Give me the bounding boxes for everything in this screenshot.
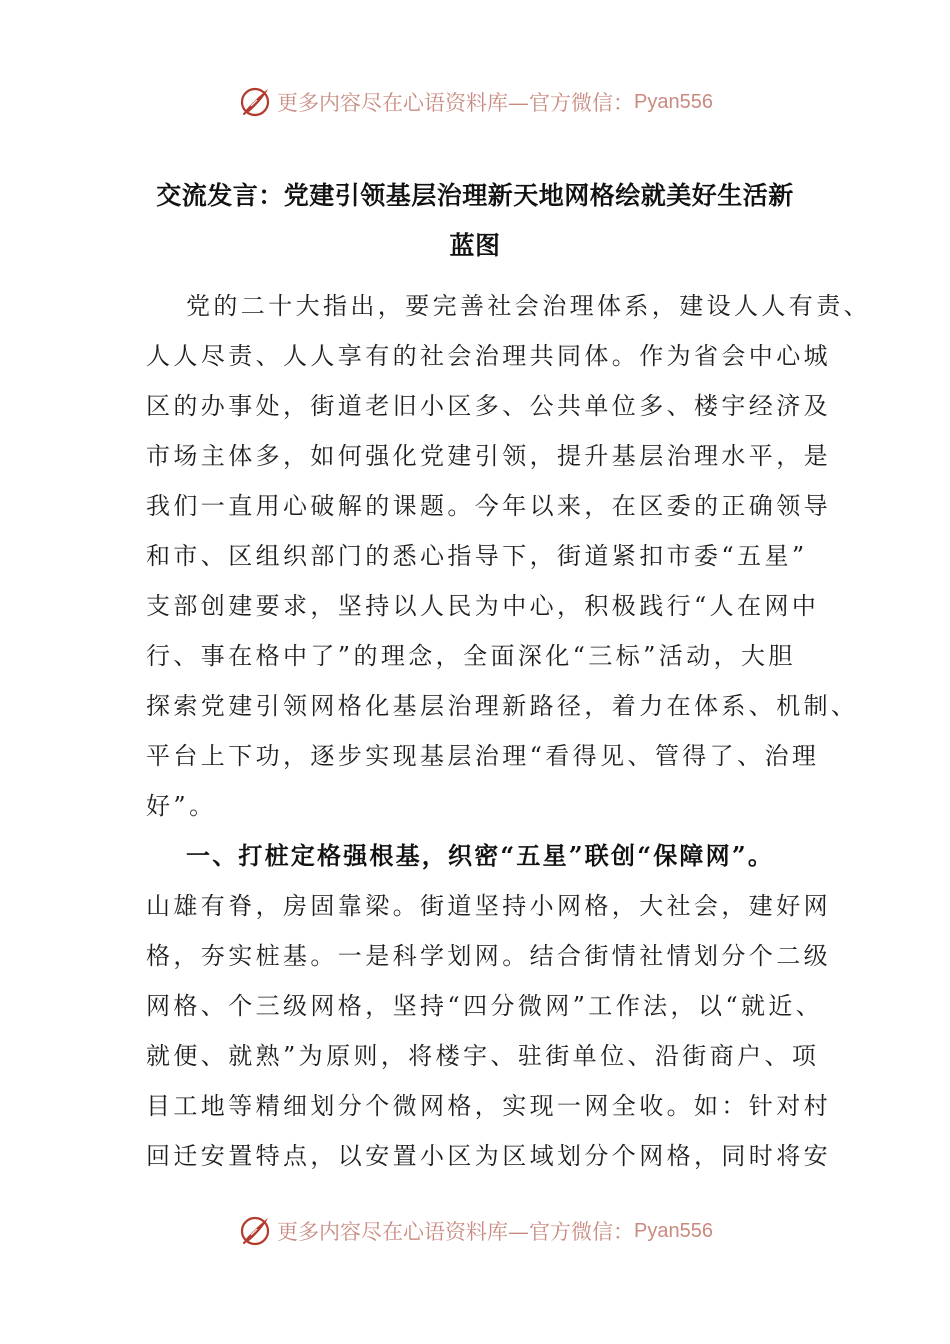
quill-pen-logo-icon bbox=[237, 84, 273, 120]
banner-text: 更多内容尽在心语资料库—官方微信： bbox=[277, 1220, 635, 1244]
body-line: 市场主体多，如何强化党建引领，提升基层治理水平，是 bbox=[146, 442, 831, 470]
document-title-line-2: 蓝图 bbox=[449, 231, 501, 260]
quill-pen-logo-icon bbox=[237, 1213, 273, 1249]
banner-wechat-id: Pyan556 bbox=[634, 90, 713, 113]
body-line: 行、事在格中了”的理念，全面深化“三标”活动，大胆 bbox=[146, 642, 796, 670]
section-heading-1: 一、打桩定格强根基，织密“五星”联创“保障网”。 bbox=[186, 841, 775, 870]
body-line: 格，夯实桩基。一是科学划网。结合街情社情划分个二级 bbox=[146, 942, 831, 970]
body-line: 支部创建要求，坚持以人民为中心，积极践行“人在网中 bbox=[146, 592, 820, 620]
body-line: 就便、就熟”为原则，将楼宇、驻街单位、沿街商户、项 bbox=[146, 1042, 820, 1070]
body-line: 我们一直用心破解的课题。今年以来，在区委的正确领导 bbox=[146, 492, 831, 520]
body-line: 回迁安置特点，以安置小区为区域划分个网格，同时将安 bbox=[146, 1142, 831, 1170]
body-line: 探索党建引领网格化基层治理新路径，着力在体系、机制、 bbox=[146, 692, 859, 720]
body-line: 人人尽责、人人享有的社会治理共同体。作为省会中心城 bbox=[146, 342, 831, 370]
banner-text: 更多内容尽在心语资料库—官方微信： bbox=[277, 91, 635, 115]
banner-wechat-id: Pyan556 bbox=[634, 1219, 713, 1242]
body-line: 目工地等精细划分个微网格，实现一网全收。如：针对村 bbox=[146, 1092, 831, 1120]
body-line: 网格、个三级网格，坚持“四分微网”工作法，以“就近、 bbox=[146, 992, 824, 1020]
body-line: 山雄有脊，房固靠梁。街道坚持小网格，大社会，建好网 bbox=[146, 892, 831, 920]
body-line: 和市、区组织部门的悉心指导下，街道紧扣市委“五星” bbox=[146, 542, 808, 570]
header-watermark-banner bbox=[0, 82, 950, 122]
body-line: 好”。 bbox=[146, 792, 217, 820]
body-line: 区的办事处，街道老旧小区多、公共单位多、楼宇经济及 bbox=[146, 392, 831, 420]
footer-watermark-banner bbox=[0, 1211, 950, 1251]
body-line: 党的二十大指出，要完善社会治理体系，建设人人有责、 bbox=[186, 292, 871, 320]
document-title-line-1: 交流发言：党建引领基层治理新天地网格绘就美好生活新 bbox=[156, 181, 794, 210]
body-line: 平台上下功，逐步实现基层治理“看得见、管得了、治理 bbox=[146, 742, 820, 770]
